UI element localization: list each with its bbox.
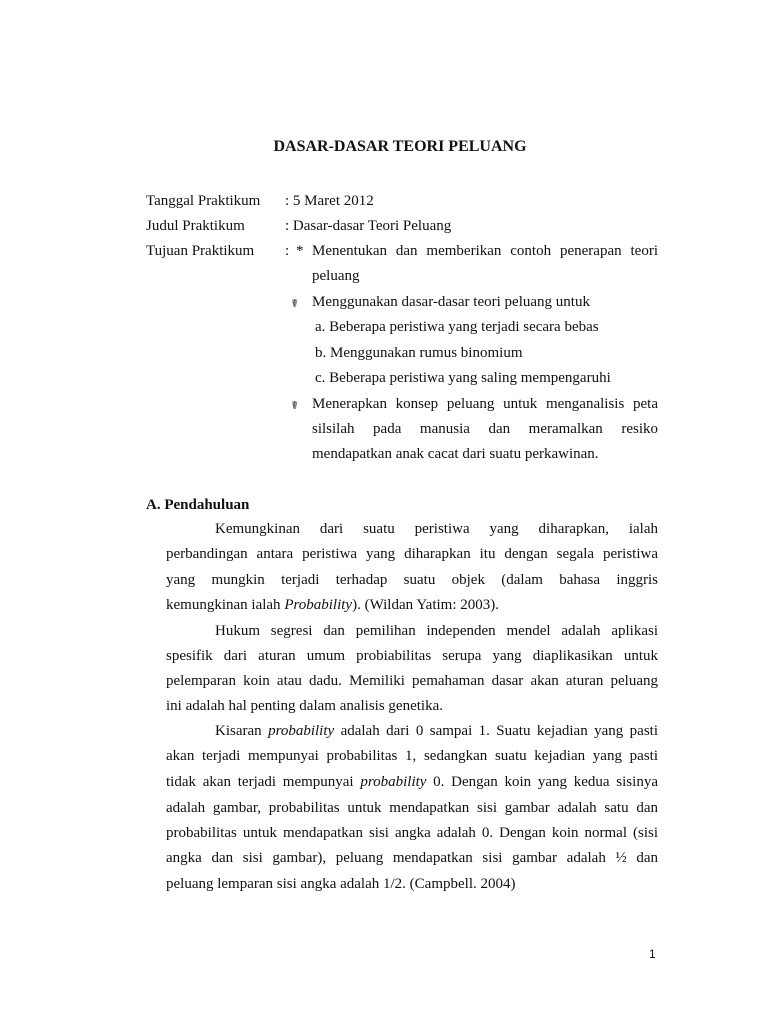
paragraph-3-line: adalah gambar, probabilitas untuk mendapatkan sisi gambar adalah satu dan <box>166 800 658 816</box>
italic-term: probability <box>268 723 335 739</box>
text-run: ). (Wildan Yatim: 2003). <box>352 597 499 613</box>
text-run: Kisaran <box>215 723 269 739</box>
tujuan-label: Tujuan Praktikum <box>146 243 255 259</box>
tujuan-line-2: peluang <box>312 268 360 284</box>
tanggal-label: Tanggal Praktikum <box>146 193 261 209</box>
page-number: 1 <box>649 947 656 961</box>
paragraph-3-line: peluang lemparan sisi angka adalah 1/2. (Campbell. 2004) <box>166 876 516 892</box>
paragraph-2-line: Hukum segresi dan pemilihan independen mendel adalah aplikasi <box>215 623 658 639</box>
sub-item-b: b. Menggunakan rumus binomium <box>315 345 523 361</box>
paragraph-3-line: probabilitas untuk mendapatkan sisi angka adalah 0. Dengan koin normal (sisi <box>166 825 658 841</box>
text-run: adalah dari 0 sampai 1. Suatu kejadian yang pasti <box>334 723 658 739</box>
paragraph-1-line <box>166 597 658 614</box>
judul-label: Judul Praktikum <box>146 218 245 234</box>
paragraph-3-line: akan terjadi mempunyai probabilitas 1, sedangkan suatu kejadian yang pasti <box>166 748 658 764</box>
paragraph-2-line: ini adalah hal penting dalam analisis genetika. <box>166 698 443 714</box>
text-run: kemungkinan ialah <box>166 597 285 613</box>
italic-term: Probability <box>284 597 353 613</box>
paragraph-1-line: perbandingan antara peristiwa yang diharapkan itu dengan segala peristiwa <box>166 546 658 562</box>
italic-term: probability <box>360 774 427 790</box>
sub-item-c: c. Beberapa peristiwa yang saling mempengaruhi <box>315 370 611 386</box>
bullet-2-line-3: mendapatkan anak cacat dari suatu perkawinan. <box>312 446 599 462</box>
bullet-2-line-2: silsilah pada manusia dan meramalkan resiko <box>312 421 658 437</box>
text-run: 0. Dengan koin yang kedua sisinya <box>426 774 658 790</box>
paragraph-3-line <box>166 774 658 791</box>
text-run: tidak akan terjadi mempunyai <box>166 774 361 790</box>
tujuan-colon: : <box>285 243 290 259</box>
section-heading: A. Pendahuluan <box>146 497 250 513</box>
tujuan-star: * <box>296 243 304 259</box>
paragraph-3-line <box>215 723 658 740</box>
sub-item-a: a. Beberapa peristiwa yang terjadi secara bebas <box>315 319 599 335</box>
bullet-1-text: Menggunakan dasar-dasar teori peluang untuk <box>312 294 590 310</box>
judul-value: : Dasar-dasar Teori Peluang <box>285 218 452 234</box>
tujuan-line-1: Menentukan dan memberikan contoh penerapan teori <box>312 243 658 259</box>
tanggal-value: : 5 Maret 2012 <box>285 193 374 209</box>
paragraph-1-line: yang mungkin terjadi terhadap suatu objek (dalam bahasa inggris <box>166 572 658 588</box>
bullet-2-line-1: Menerapkan konsep peluang untuk menganalisis peta <box>312 396 658 412</box>
paragraph-1-line: Kemungkinan dari suatu peristiwa yang diharapkan, ialah <box>215 521 658 537</box>
page-title: DASAR-DASAR TEORI PELUANG <box>273 138 527 155</box>
bullet-symbol-icon: ☤ <box>291 298 299 310</box>
paragraph-3-line: angka dan sisi gambar), peluang mendapatkan sisi gambar adalah ½ dan <box>166 850 658 866</box>
paragraph-2-line: pelemparan koin atau dadu. Memiliki pemahaman dasar akan aturan peluang <box>166 673 658 689</box>
paragraph-2-line: spesifik dari aturan umum probiabilitas serupa yang diaplikasikan untuk <box>166 648 658 664</box>
bullet-symbol-icon: ☤ <box>291 400 299 412</box>
